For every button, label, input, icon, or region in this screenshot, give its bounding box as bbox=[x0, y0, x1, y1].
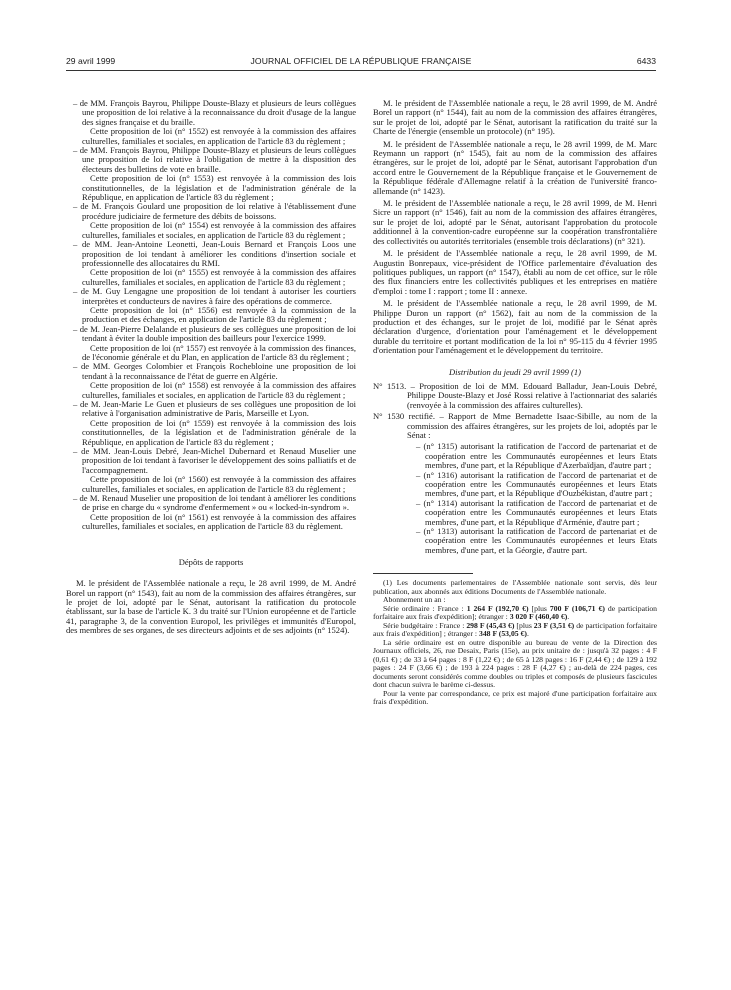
referral-text: Cette proposition de loi (n° 1556) est renvoyée à la commission de la production et des échanges, en application de l'article 83 du règlement ; bbox=[82, 304, 356, 325]
sub-item: – (n° 1314) autorisant la ratification de l'accord de partenariat et de coopération entre les Communautés européennes et leurs Etats membres, d'une part, et la République d'Arménie, d'autre part ; bbox=[416, 497, 657, 527]
referral-text: Cette proposition de loi (n° 1561) est renvoyée à la commission des affaires culturelles, familiales et sociales, en application de l'article 83 du règlement. bbox=[82, 511, 356, 532]
referral-text: Cette proposition de loi (n° 1552) est renvoyée à la commission des affaires culturelles, familiales et sociales, en application de l'article 83 du règlement ; bbox=[82, 126, 356, 146]
proposal-item bbox=[66, 146, 356, 202]
section-heading: Dépôts de rapports bbox=[178, 556, 244, 567]
footnote-ordinary-series: Série ordinaire : France : 1 264 F (192,70 €) [plus 700 F (106,71 €) de participation forfaitaire aux frais d'expédition]; étranger : 3 020 F (460,40 €). bbox=[373, 603, 658, 622]
proposal-item bbox=[66, 287, 356, 325]
sub-item: – (n° 1313) autorisant la ratification de l'accord de partenariat et de coopération entre les Communautés européennes et leurs Etats membres, d'une part, et la Géorgie, d'autre part. bbox=[416, 526, 657, 555]
distribution-entry: N° 1530 rectifié. – Rapport de Mme Bernadette Isaac-Sibille, au nom de la commission des affaires étrangères, sur les projets de loi, adoptés par le Sénat : bbox=[373, 411, 657, 440]
proposal-text: – de MM. Jean-Louis Debré, Jean-Michel Dubernard et Renaud Muselier une proposition de loi tendant à favoriser le développement des soins palliatifs et de l'accompagnement. bbox=[73, 446, 356, 475]
proposal-text: – de MM. François Bayrou, Philippe Douste-Blazy et plusieurs de leurs collègues une proposition de loi relative à l'obligation de mettre à la disposition des électeurs des bulletins de vote en braille. bbox=[73, 145, 356, 174]
proposal-item bbox=[66, 447, 356, 494]
header-rule bbox=[66, 70, 656, 71]
distribution-entry: N° 1513. – Proposition de loi de MM. Edouard Balladur, Jean-Louis Debré, Philippe Douste-Blazy et José Rossi relative à l'actionnariat des salariés (renvoyée à la commission des affaires culturelles). bbox=[373, 380, 657, 410]
footnote-unit-sales: La série ordinaire est en outre disponible au bureau de vente de la Direction des Journaux officiels, 26, rue Desaix, Paris (15e), au prix unitaire de : jusqu'à 32 pages : 4 F (0,61 €) ; de 33 à 64 pages : 8 F (1,22 €) ; de 65 à 128 pages : 16 F (2,44 €) ; de 129 à 192 pages : 24 F (3,66 €) ; de 193 à 224 pages : 28 F (4,27 €) ; au-delà de 224 pages, ces documents seront considérés comme doubles ou triples et composés de plusieurs fascicules dont chacun suivra le barème ci-dessus. bbox=[373, 637, 657, 690]
referral-text: Cette proposition de loi (n° 1555) est renvoyée à la commission des affaires culturelles, familiales et sociales, en application de l'article 83 du règlement ; bbox=[82, 267, 356, 287]
referral-text: Cette proposition de loi (n° 1558) est renvoyée à la commission des affaires culturelles, familiales et sociales, en application de l'article 83 du règlement ; bbox=[82, 380, 356, 400]
header-title: JOURNAL OFFICIEL DE LA RÉPUBLIQUE FRANÇAISE bbox=[250, 56, 472, 66]
referral-text: Cette proposition de loi (n° 1559) est renvoyée à la commission des lois constitutionnelles, de la législation et de l'administration générale de la République, en application de l'article 83 du règlement ; bbox=[82, 417, 356, 447]
footnote-subscription: Abonnement un an : bbox=[383, 595, 446, 605]
footnote-note: (1) Les documents parlementaires de l'Assemblée nationale sont servis, dès leur publication, aux abonnés aux éditions Documents de l'Assemblée nationale. bbox=[373, 578, 657, 596]
referral-text: Cette proposition de loi (n° 1554) est renvoyée à la commission des affaires culturelles, familiales et sociales, en application de l'article 83 du règlement ; bbox=[82, 220, 356, 240]
header-page-number: 6433 bbox=[636, 56, 656, 66]
proposal-item bbox=[66, 325, 356, 363]
proposal-text: – de MM. François Bayrou, Philippe Douste-Blazy et plusieurs de leurs collègues une proposition de loi relative à la reconnaissance du droit d'usage de la langue des signes française et du braille. bbox=[73, 98, 356, 127]
proposal-item bbox=[66, 494, 356, 532]
footnote-mail-order: Pour la vente par correspondance, ce prix est majoré d'une participation forfaitaire aux frais d'expédition. bbox=[373, 688, 657, 707]
header-date: 29 avril 1999 bbox=[66, 56, 116, 66]
proposal-text: – de M. Jean-Marie Le Guen et plusieurs de ses collègues une proposition de loi relative à l'organisation administrative de Paris, Marseille et Lyon. bbox=[73, 399, 356, 419]
footnote-budget-series: Série budgétaire : France : 298 F (45,43 €) [plus 23 F (3,51 €) de participation forfaitaire aux frais d'expédition] ; étranger : 348 F (53,05 €). bbox=[373, 620, 657, 639]
referral-text: Cette proposition de loi (n° 1560) est renvoyée à la commission des affaires culturelles, familiales et sociales, en application de l'article 83 du règlement ; bbox=[82, 474, 356, 494]
referral-text: Cette proposition de loi (n° 1553) est renvoyée à la commission des lois constitutionnelles, de la législation et de l'administration générale de la République, en application de l'article 83 du règlement ; bbox=[82, 173, 356, 203]
footnote bbox=[373, 579, 657, 707]
report-paragraph: M. le président de l'Assemblée nationale a reçu, le 28 avril 1999, de M. Marc Reymann un rapport (n° 1545), fait au nom de la commission des affaires étrangères, sur le projet de loi, adopté par le Sénat, autorisant l'approbation d'un accord entre le Gouvernement de la République française et le Gouvernement de la République fédérale d'Allemagne relatif à la création de l'université franco-allemande (n° 1423). bbox=[373, 138, 657, 196]
proposal-item bbox=[66, 202, 356, 240]
proposal-text: – de M. Guy Lengagne une proposition de loi tendant à autoriser les courtiers interprètes et conducteurs de navires à faire des opérations de commerce. bbox=[73, 286, 356, 306]
report-paragraph: M. le président de l'Assemblée nationale a reçu, le 28 avril 1999, de M. Augustin Bonrepaux, vice-président de l'Office parlementaire d'évaluation des politiques publiques, un rapport (n° 1547), établi au nom de cet office, sur le rôle des flux financiers entre les collectivités publiques et les entreprises en matière d'emploi : tome I : rapport ; tome II : annexe. bbox=[373, 248, 657, 296]
report-paragraph: M. le président de l'Assemblée nationale a reçu, le 28 avril 1999, de M. Philippe Duron un rapport (n° 1562), fait au nom de la commission de la production et des échanges, sur le projet de loi, modifié par le Sénat après déclaration d'urgence, d'orientation pour l'aménagement et le développement durable du territoire et portant modification de la loi n° 95-115 du 4 février 1995 d'orientation pour l'aménagement et le développement du territoire. bbox=[373, 298, 657, 356]
proposal-text: – de MM. Jean-Antoine Leonetti, Jean-Louis Bernard et François Loos une proposition de loi tendant à améliorer les conditions d'insertion sociale et professionnelle des allocataires du RMI. bbox=[73, 239, 356, 268]
page-header bbox=[66, 56, 656, 70]
sub-item: – (n° 1315) autorisant la ratification de l'accord de partenariat et de coopération entre les Communautés européennes et leurs Etats membres, d'une part, et la République d'Azerbaïdjan, d'autre part ; bbox=[416, 441, 657, 471]
proposal-item bbox=[66, 240, 356, 287]
proposal-text: – de M. François Goulard une proposition de loi relative à l'établissement d'une procédure judiciaire de fermeture des débits de boissons. bbox=[73, 201, 356, 221]
distribution-heading: Distribution du jeudi 29 avril 1999 (1) bbox=[449, 366, 581, 377]
referral-text: Cette proposition de loi (n° 1557) est renvoyée à la commission des finances, de l'économie générale et du Plan, en application de l'article 83 du règlement ; bbox=[82, 342, 356, 362]
left-column bbox=[66, 99, 356, 639]
proposal-item bbox=[66, 99, 356, 146]
proposal-text: – de MM. Georges Colombier et François Rochebloine une proposition de loi tendant à la reconnaissance de l'état de guerre en Algérie. bbox=[73, 361, 356, 381]
footnote-rule bbox=[373, 573, 473, 574]
proposal-item bbox=[66, 400, 356, 447]
right-column bbox=[373, 99, 657, 707]
proposal-item bbox=[66, 362, 356, 400]
proposal-text: – de M. Renaud Muselier une proposition de loi tendant à améliorer les conditions de prise en charge du « syndrome d'enfermement » ou « locked-in-syndrom ». bbox=[73, 493, 356, 513]
report-paragraph: M. le président de l'Assemblée nationale a reçu, le 28 avril 1999, de M. André Borel un rapport (n° 1544), fait au nom de la commission des affaires étrangères, sur le projet de loi, adopté par le Sénat, autorisant la ratification du traité sur la Charte de l'énergie (ensemble un protocole) (n° 195). bbox=[373, 98, 657, 137]
report-paragraph: M. le président de l'Assemblée nationale a reçu, le 28 avril 1999, de M. André Borel un rapport (n° 1543), fait au nom de la commission des affaires étrangères, sur le projet de loi, adopté par le Sénat, autorisant la ratification du protocole établissant, sur la base de l'article K. 3 du traité sur l'Union européenne et de l'article 41, paragraphe 3, de la convention Europol, les privilèges et immunités d'Europol, des membres de ses organes, de ses directeurs adjoints et de ses adjoints (n° 1524). bbox=[66, 578, 356, 636]
report-paragraph: M. le président de l'Assemblée nationale a reçu, le 28 avril 1999, de M. Henri Sicre un rapport (n° 1546), fait au nom de la commission des affaires étrangères, sur le projet de loi, adopté par le Sénat, autorisant l'approbation du protocole additionnel à la convention-cadre européenne sur la coopération transfrontalière des collectivités ou autorités territoriales (ensemble trois déclarations) (n° 321). bbox=[373, 198, 657, 246]
proposal-text: – de M. Jean-Pierre Delalande et plusieurs de ses collègues une proposition de loi tendant à éviter la double imposition des bailleurs pour l'exercice 1999. bbox=[73, 323, 356, 344]
sub-item: – (n° 1316) autorisant la ratification de l'accord de partenariat et de coopération entre les Communautés européennes et leurs Etats membres, d'une part, et la République d'Ouzbékistan, d'autre part ; bbox=[416, 469, 657, 499]
